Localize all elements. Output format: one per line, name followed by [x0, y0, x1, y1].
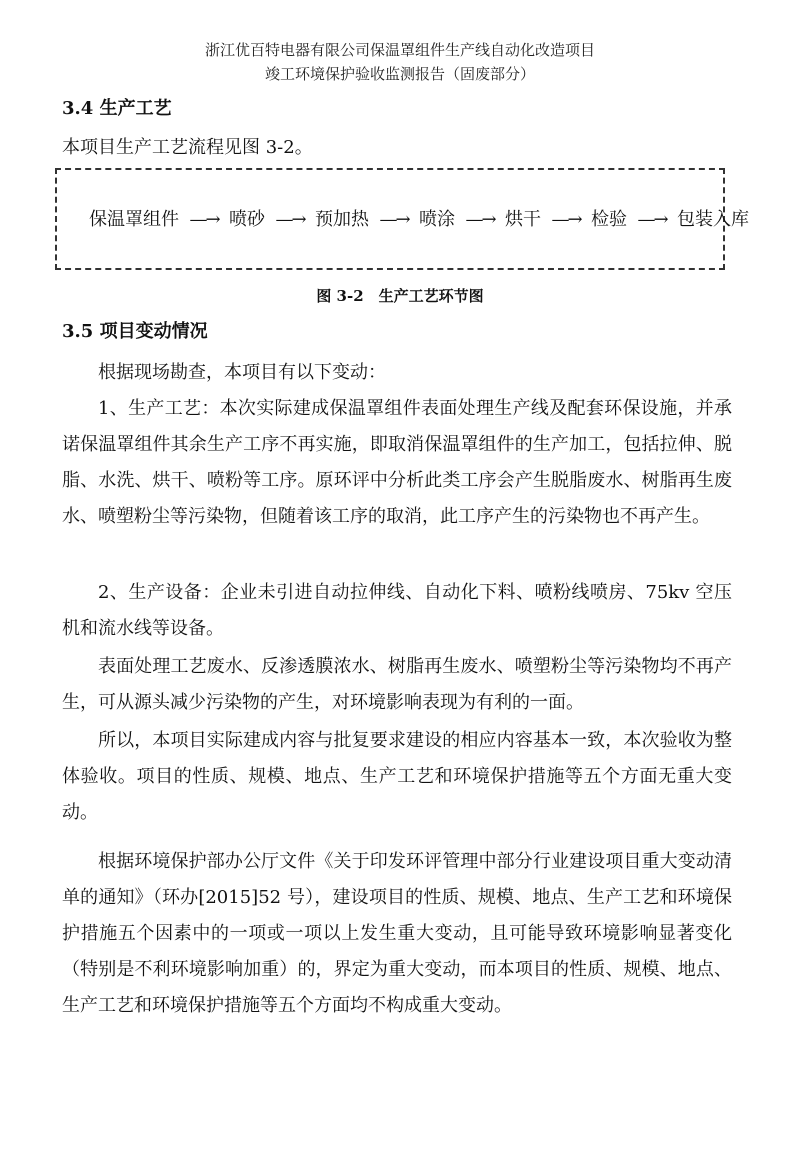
flow-step: 喷砂	[229, 209, 265, 230]
process-intro: 本项目生产工艺流程见图 3-2。	[62, 137, 313, 158]
paragraph-conclusion: 所以，本项目实际建成内容与批复要求建设的相应内容基本一致，本次验收为整体验收。项目的性质、规模、地点、生产工艺和环境保护措施等五个方面无重大变动。	[62, 730, 732, 823]
section-heading-3-4: 3.4 生产工艺	[62, 98, 172, 119]
flow-arrow-icon: —→	[551, 209, 581, 230]
flow-arrow-icon: —→	[275, 209, 305, 230]
flow-arrow-icon: —→	[379, 209, 409, 230]
flow-step: 喷涂	[419, 209, 455, 230]
flow-arrow-icon: —→	[465, 209, 495, 230]
paragraph-process-change: 1、生产工艺：本次实际建成保温罩组件表面处理生产线及配套环保设施，并承诺保温罩组件其余生产工序不再实施，即取消保温罩组件的生产加工，包括拉伸、脱脂、水洗、烘干、喷粉等工序。原环评中分析此类工序会产生脱脂废水、树脂再生废水、喷塑粉尘等污染物，但随着该工序的取消，此工序产生的污染物也不再产生。	[62, 398, 732, 527]
process-flow-diagram	[55, 168, 749, 270]
paragraph-regulation: 根据环境保护部办公厅文件《关于印发环评管理中部分行业建设项目重大变动清单的通知》（环办[2015]52 号），建设项目的性质、规模、地点、生产工艺和环境保护措施五个因素中的一项或一项以上发生重大变动，且可能导致环境影响显著变化（特别是不利环境影响加重）的，界定为重大变动，而本项目的性质、规模、地点、生产工艺和环境保护措施等五个方面均不构成重大变动。	[62, 851, 732, 1016]
flow-arrow-icon: —→	[637, 209, 667, 230]
process-flow-row	[89, 208, 749, 232]
flow-step: 包装入库	[677, 209, 749, 230]
report-header-subtitle: 竣工环境保护验收监测报告（固废部分）	[264, 65, 535, 83]
section-heading-3-5: 3.5 项目变动情况	[62, 321, 208, 342]
flow-step: 烘干	[505, 209, 541, 230]
flow-step: 检验	[591, 209, 627, 230]
report-header-title: 浙江优百特电器有限公司保温罩组件生产线自动化改造项目	[204, 41, 595, 59]
flow-arrow-icon: —→	[189, 209, 219, 230]
paragraph-pollutant-reduction: 表面处理工艺废水、反渗透膜浓水、树脂再生废水、喷塑粉尘等污染物均不再产生，可从源头减少污染物的产生，对环境影响表现为有利的一面。	[62, 656, 732, 713]
figure-caption: 图 3-2 生产工艺环节图	[316, 287, 484, 305]
flow-step: 预加热	[315, 209, 369, 230]
flow-step: 保温罩组件	[89, 209, 179, 230]
paragraph-survey: 根据现场勘查，本项目有以下变动：	[98, 362, 386, 383]
paragraph-equipment-change: 2、生产设备：企业未引进自动拉伸线、自动化下料、喷粉线喷房、75kv 空压机和流水线等设备。	[62, 582, 732, 639]
